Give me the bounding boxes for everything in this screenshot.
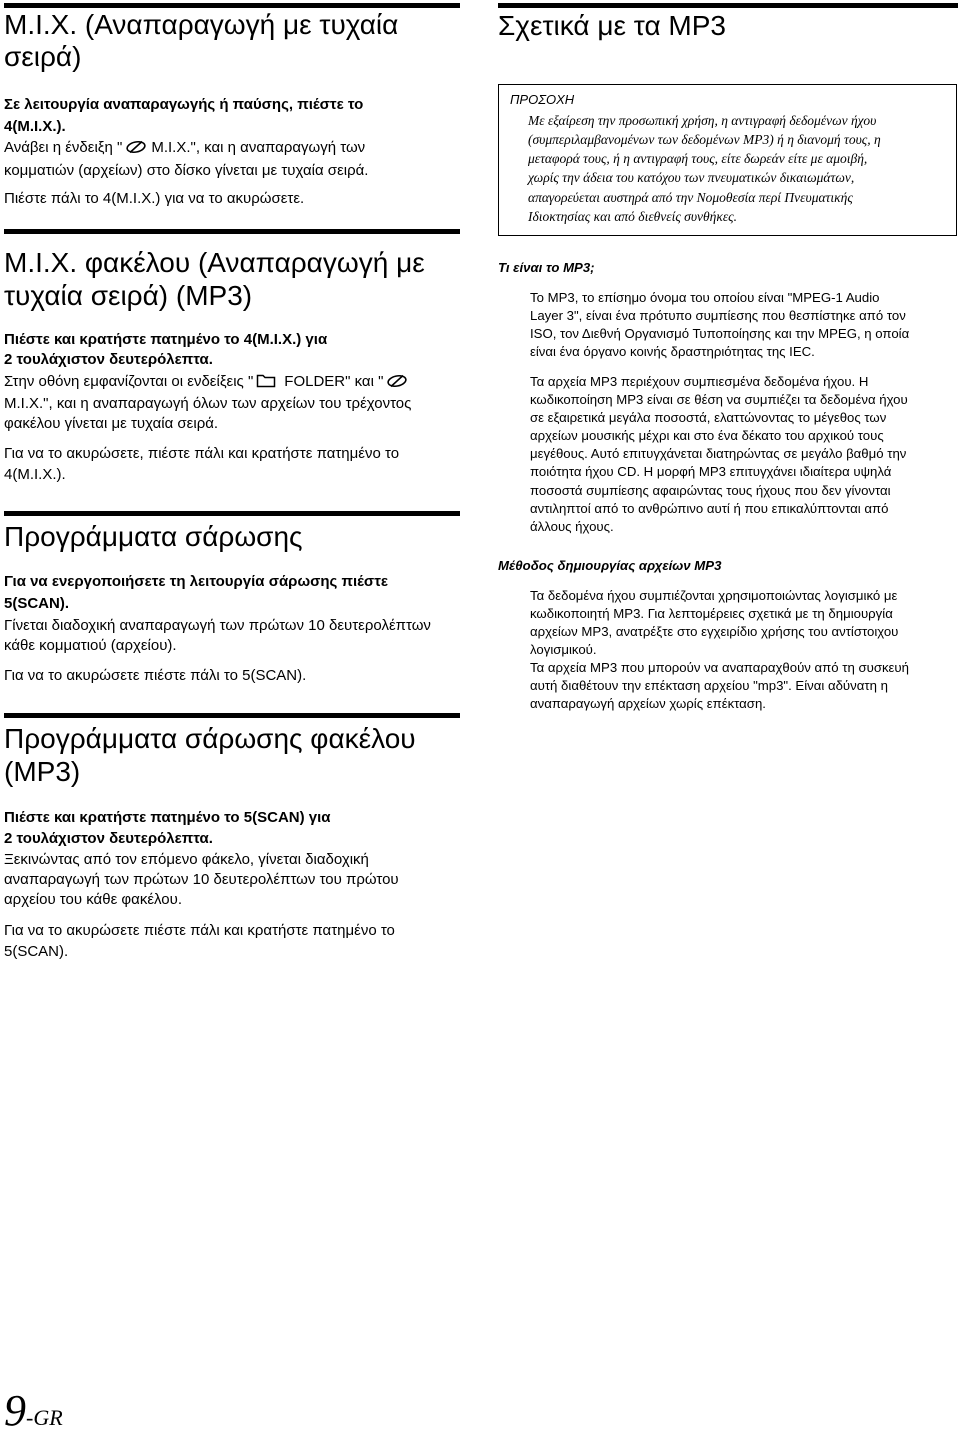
body-line: M.I.X.", και η αναπαραγωγή όλων των αρχείων του τρέχοντος: [4, 395, 412, 412]
heading-line: τυχαία σειρά) (MP3): [4, 279, 253, 311]
section-rule: [498, 3, 958, 8]
body-line: Για να το ακυρώσετε, πιέστε πάλι και κρατήστε πατημένο το: [4, 444, 400, 462]
result-text: [4, 616, 431, 656]
instruction-line: 2 τουλάχιστον δευτερόλεπτα.: [4, 351, 213, 369]
body-line: αναπαραγωγή αρχείων χωρίς επέκταση.: [530, 696, 766, 711]
heading-line: (MP3): [4, 755, 81, 787]
instruction-line: Πιέστε και κρατήστε πατημένο το 4(M.I.X.) για: [4, 330, 328, 348]
body-line: κωδικοποίηση MP3 είναι σε θέση να συμπιέζει τα δεδομένα ήχου: [530, 392, 908, 408]
section-heading-folder-scan: [4, 722, 416, 788]
page-number: [4, 1386, 63, 1442]
caution-line: απαγορεύεται αυστηρά από την Νομοθεσία περί Πνευματικής: [528, 189, 853, 205]
body-line: ποσοστά συμπίεσης αφαιρώντας τους ήχους που δεν γίνονται: [530, 482, 891, 498]
caution-line: μεταφορά τους, ή η αντιγραφή τους, είτε δωρεάν είτε με αμοιβή,: [528, 151, 868, 167]
body-line: αυτή διαθέτουν την επέκταση αρχείου "mp3". Είναι αδύνατη η: [530, 678, 888, 693]
instruction-line: Σε λειτουργία αναπαραγωγής ή παύσης, πιέστε το: [4, 95, 364, 113]
body-line: 4(M.I.X.).: [4, 465, 66, 483]
paragraph: [530, 587, 909, 713]
instruction-line: 5(SCAN).: [4, 595, 70, 612]
body-line: ISO, τον Διεθνή Οργανισμό Τυποποίησης και την MPEG, η οποία: [530, 326, 910, 341]
folder-icon: [256, 373, 276, 394]
body-line: μεγέθους. Αυτό επιτυγχάνεται διατηρώντας σε μεγάλο βαθμό την: [530, 446, 907, 462]
instruction-line: 2 τουλάχιστον δευτερόλεπτα.: [4, 829, 213, 847]
cancel-text: [4, 443, 399, 485]
page-number-suffix: -GR: [26, 1405, 63, 1430]
subheading-mp3-creation: Μέθοδος δημιουργίας αρχείων MP3: [498, 558, 722, 573]
section-heading-scan: Προγράμματα σάρωσης: [4, 520, 303, 552]
cancel-text: Για να το ακυρώσετε πιέστε πάλι το 5(SCAN).: [4, 666, 307, 684]
body-line: είναι ένα όργανο κοινής δραστηριότητας της IEC.: [530, 344, 815, 359]
mix-indicator-icon: [386, 374, 408, 394]
body-line: αρχείων MP3, ανατρέξτε στο εγχειρίδιο χρήσης του αντίστοιχου: [530, 624, 899, 639]
body-line: σε εξαιρετικά μεγάλα ποσοστά, ελαττώνοντας το μέγεθος των: [530, 410, 887, 426]
caution-line: Ιδιοκτησίας και από διεθνείς συνθήκες.: [528, 208, 738, 224]
body-line: 5(SCAN).: [4, 942, 69, 960]
cancel-text: [4, 920, 395, 962]
instruction-text: [4, 571, 388, 615]
body-line: κωδικοποιητή MP3. Για λεπτομέρειες σχετικά με τη δημιουργία: [530, 606, 893, 621]
body-line: [4, 137, 368, 160]
caution-line: (συμπεριλαμβανομένων των δεδομένων MP3) ή η διανομή τους, η: [528, 131, 881, 147]
body-line: κομματιών (αρχείων) στο δίσκο γίνεται με τυχαία σειρά.: [4, 161, 369, 179]
body-text: FOLDER" και ": [284, 373, 384, 390]
body-line: Τα δεδομένα ήχου συμπιέζονται χρησιμοποιώντας λογισμικό με: [530, 588, 898, 603]
section-rule: [4, 713, 460, 718]
body-line: λογισμικού.: [530, 642, 597, 657]
section-heading-mix: [4, 9, 398, 73]
caution-text: [528, 111, 881, 227]
instruction-text: [4, 94, 363, 138]
heading-line: M.I.X. (Αναπαραγωγή με τυχαία: [4, 9, 399, 40]
body-text: Ανάβει η ένδειξη ": [4, 138, 123, 156]
body-line: αρχείου του κάθε φακέλου.: [4, 891, 182, 908]
body-line: άλλους ήχους.: [530, 518, 614, 534]
result-text: [4, 137, 368, 181]
heading-line: σειρά): [4, 41, 82, 72]
result-text: [4, 372, 412, 434]
body-line: Γίνεται διαδοχική αναπαραγωγή των πρώτων 10 δευτερολέπτων: [4, 617, 431, 634]
body-line: Το MP3, το επίσημο όνομα του οποίου είναι "MPEG-1 Audio: [530, 290, 880, 305]
mix-indicator-icon: [125, 139, 147, 160]
body-line: Layer 3", είναι ένα πρότυπο συμπίεσης που θεσπίστηκε από τον: [530, 308, 906, 323]
instruction-text: [4, 330, 327, 371]
section-rule: [4, 3, 460, 8]
subheading-what-is-mp3: Τι είναι το MP3;: [498, 260, 595, 275]
result-text: [4, 850, 399, 910]
body-line: Ξεκινώντας από τον επόμενο φάκελο, γίνεται διαδοχική: [4, 851, 369, 868]
caution-line: Με εξαίρεση την προσωπική χρήση, η αντιγραφή δεδομένων ήχου: [528, 112, 877, 128]
cancel-text: Πιέστε πάλι το 4(M.I.X.) για να το ακυρώσετε.: [4, 189, 305, 207]
body-text: Στην οθόνη εμφανίζονται οι ενδείξεις ": [4, 373, 254, 390]
body-line: Τα αρχεία MP3 περιέχουν συμπιεσμένα δεδομένα ήχου. Η: [530, 374, 869, 389]
body-line: αντιληπτοί από το ανθρώπινο αυτί ή που επικαλύπτονται από: [530, 500, 889, 516]
body-line: φακέλου γίνεται με τυχαία σειρά.: [4, 415, 219, 432]
section-rule: [4, 229, 460, 234]
body-line: αρχείων μουσικής μέχρι και στο ένα δέκατο του αρχικού τους: [530, 428, 884, 444]
instruction-line: Για να ενεργοποιήσετε τη λειτουργία σάρωσης πιέστε: [4, 573, 389, 590]
section-rule: [4, 511, 460, 516]
body-line: αναπαραγωγή των πρώτων 10 δευτερολέπτων του πρώτου: [4, 871, 399, 888]
paragraph: [530, 289, 909, 361]
section-heading-folder-mix: [4, 246, 425, 312]
paragraph: [530, 373, 908, 536]
body-line: κάθε κομματιού (αρχείου).: [4, 637, 177, 654]
caution-label: ΠΡΟΣΟΧΗ: [510, 92, 575, 107]
instruction-text: [4, 807, 331, 849]
instruction-line: Πιέστε και κρατήστε πατημένο το 5(SCAN) για: [4, 808, 331, 826]
body-line: Τα αρχεία MP3 που μπορούν να αναπαραχθούν από τη συσκευή: [530, 660, 909, 675]
heading-line: M.I.X. φακέλου (Αναπαραγωγή με: [4, 246, 425, 278]
instruction-line: 4(M.I.X.).: [4, 117, 66, 135]
body-line: ποιότητα ήχου CD. Η μορφή MP3 επιτυγχάνει ιδιαίτερα υψηλά: [530, 464, 892, 480]
heading-line: Προγράμματα σάρωσης φακέλου: [4, 722, 416, 754]
page-number-value: 9: [4, 1386, 26, 1435]
section-heading-mp3: Σχετικά με τα MP3: [498, 9, 726, 41]
body-text: M.I.X.", και η αναπαραγωγή των: [151, 138, 366, 156]
caution-line: χωρίς την άδεια του κατόχου των πνευματικών δικαιωμάτων,: [528, 170, 855, 186]
body-line: Για να το ακυρώσετε πιέστε πάλι και κρατήστε πατημένο το: [4, 921, 395, 939]
body-line: [4, 372, 412, 394]
